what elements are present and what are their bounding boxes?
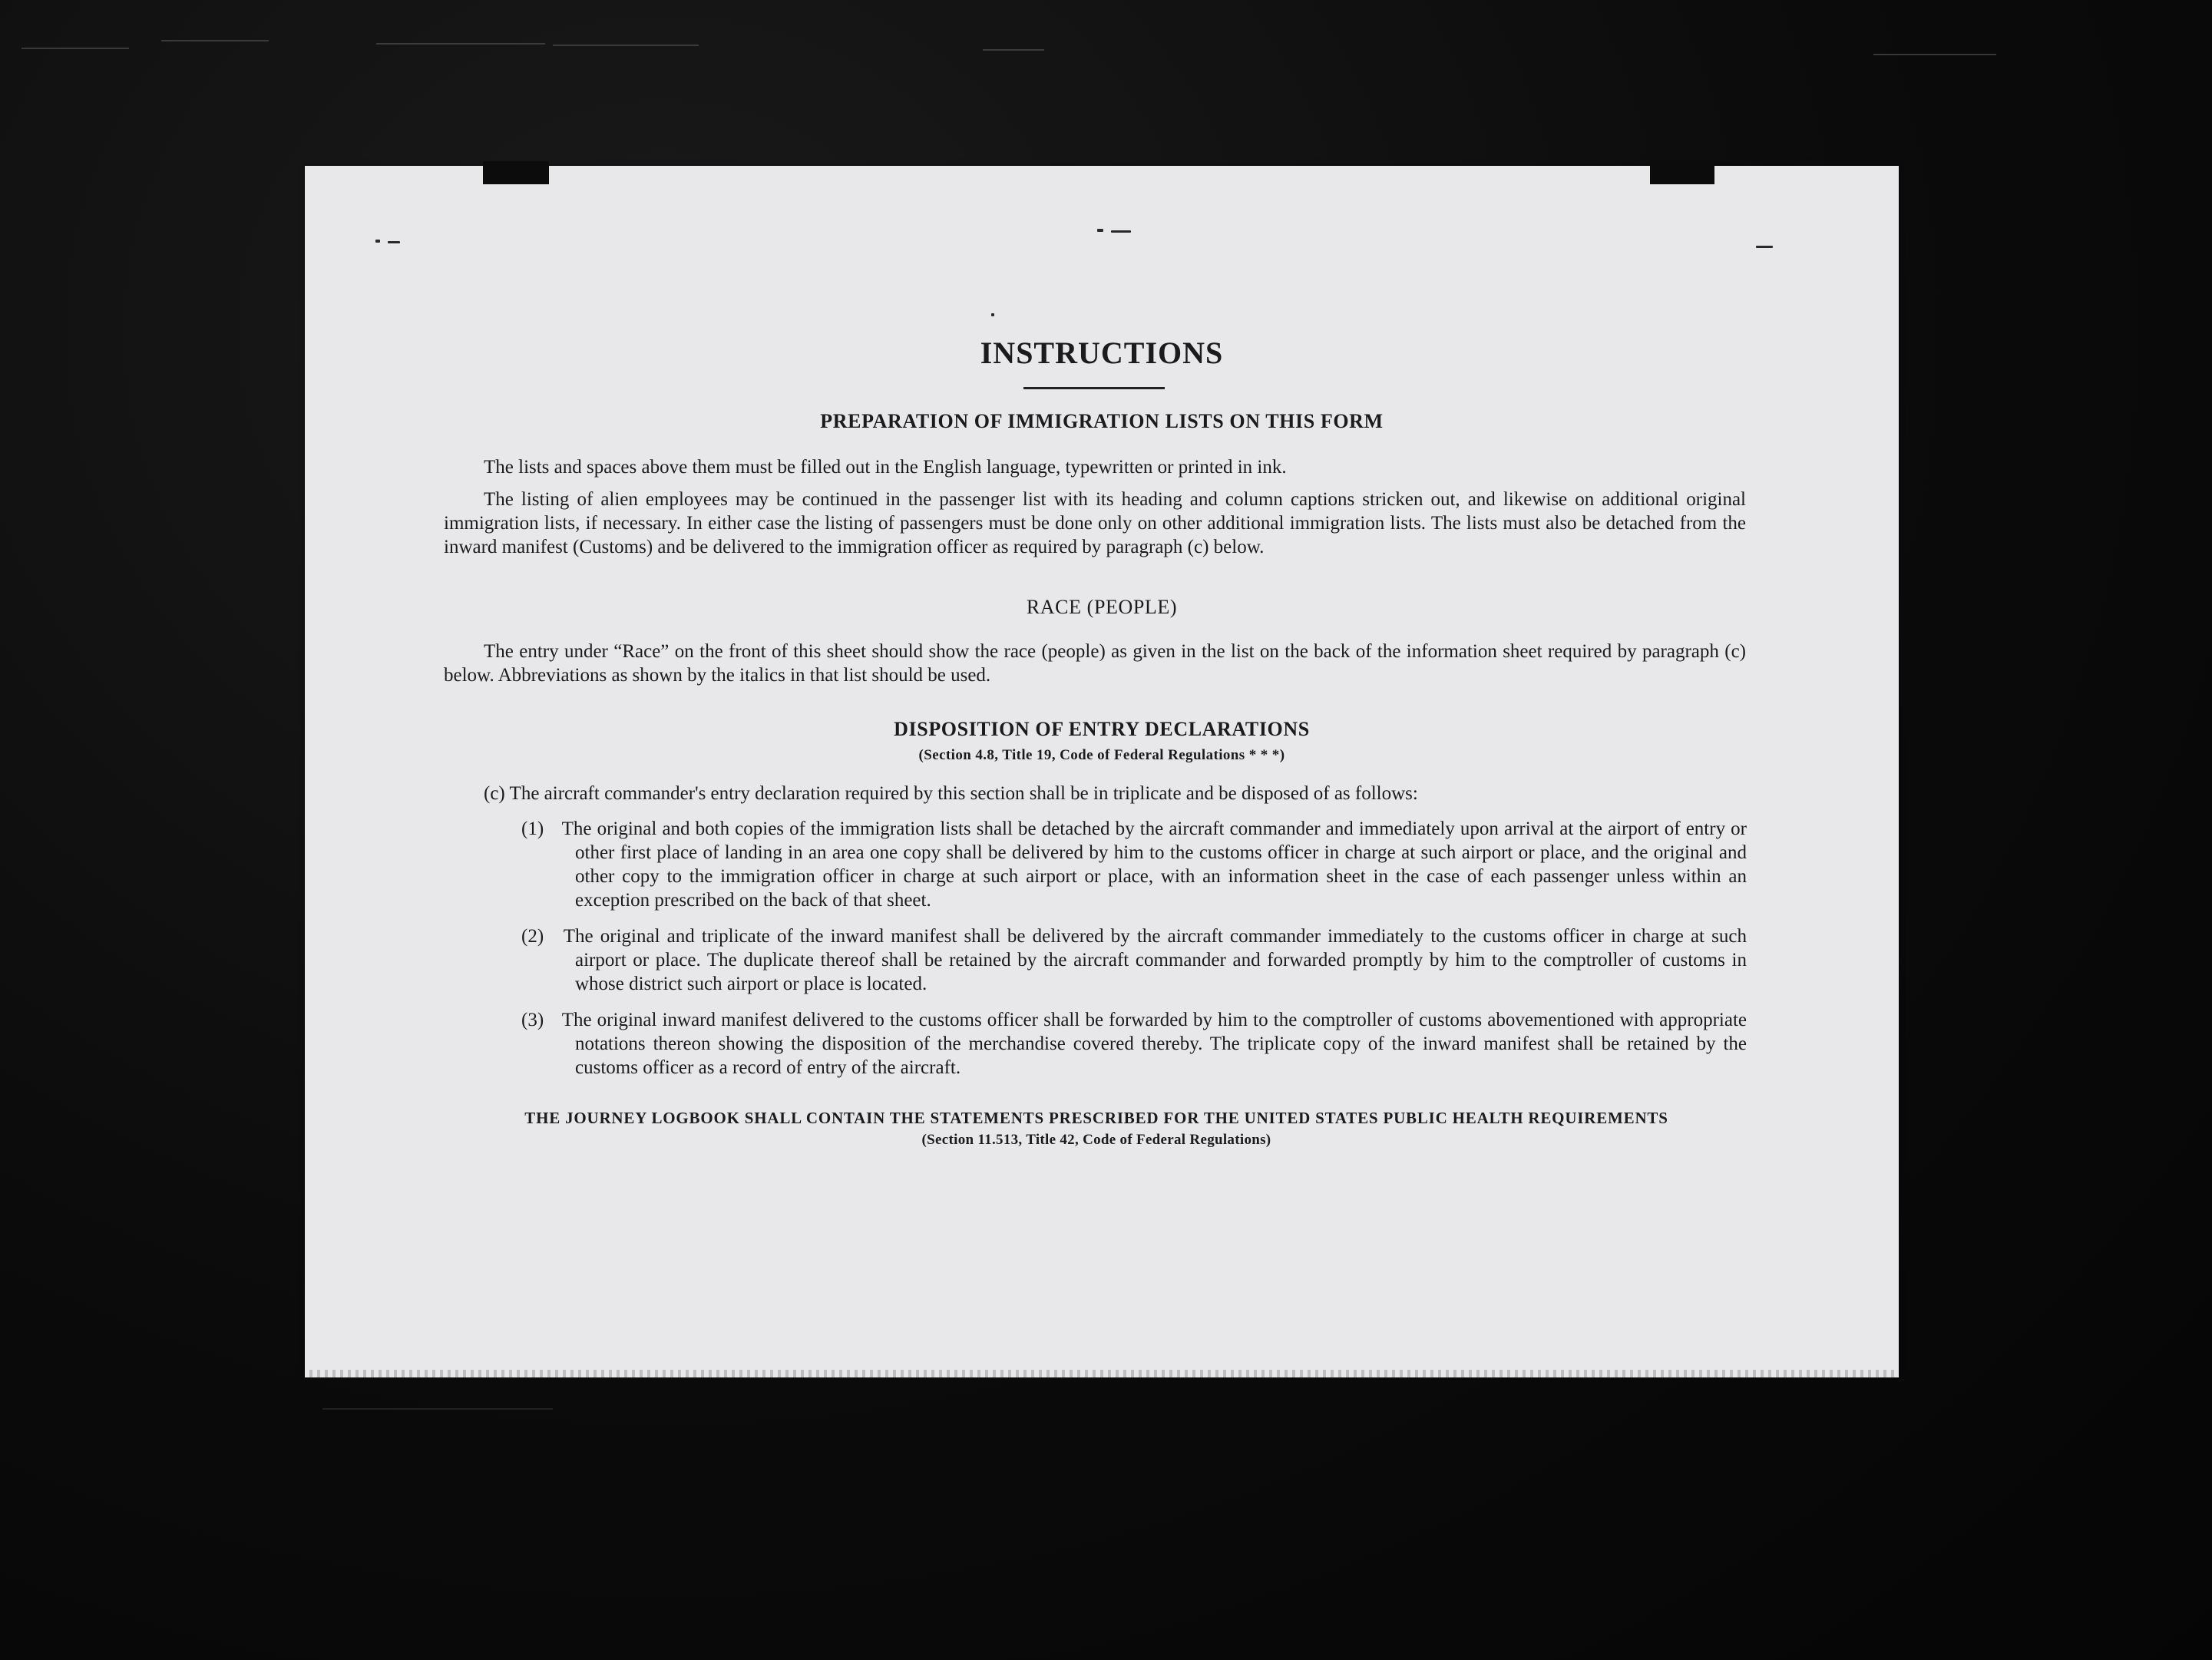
- paragraph-english-language: The lists and spaces above them must be filled out in the English language, typewritten or printed in ink.: [484, 457, 1287, 478]
- list-item-text: The original inward manifest delivered to the customs officer shall be forwarded by him to the comptroller of customs abovementioned with appropriate notations thereon showing the disposition of the merchandise covered thereby. The triplicate copy of the inward manifest shall be retained by the customs officer as a record of entry of the aircraft.: [561, 1010, 1747, 1078]
- list-item-number: (1): [521, 818, 544, 839]
- page-tab-notch-left: [483, 161, 549, 184]
- section-heading-disposition: DISPOSITION OF ENTRY DECLARATIONS: [894, 718, 1310, 740]
- page-bottom-edge: [305, 1370, 1899, 1377]
- film-scratch: [322, 1408, 553, 1410]
- ink-speck: [1756, 246, 1773, 248]
- section-heading-race: RACE (PEOPLE): [1026, 596, 1178, 618]
- section-heading-preparation: PREPARATION OF IMMIGRATION LISTS ON THIS FORM: [820, 410, 1384, 432]
- list-item-number: (3): [521, 1010, 544, 1030]
- film-scratch: [553, 45, 699, 46]
- list-item: [521, 1008, 1747, 1080]
- document-page: [305, 166, 1899, 1373]
- film-scratch: [161, 40, 269, 41]
- list-item-number: (2): [521, 926, 544, 947]
- section-subheading-disposition: (Section 4.8, Title 19, Code of Federal Regulations * * *): [918, 747, 1285, 763]
- film-scratch: [376, 43, 545, 45]
- ink-speck: [991, 313, 994, 316]
- ink-speck: [1111, 230, 1131, 233]
- film-scratch: [983, 49, 1044, 51]
- ink-speck: [1097, 229, 1103, 232]
- list-item-text: The original and both copies of the immigration lists shall be detached by the aircraft commander and immediately upon arrival at the airport of entry or other first place of landing in an area one copy shall be delivered by him to the customs officer in charge at such airport or place, and the original and other copy to the immigration officer in charge at such airport or place, with an information sheet in the case of each passenger unless within an exception prescribed on the back of that sheet.: [561, 818, 1747, 911]
- list-item-text: The original and triplicate of the inward manifest shall be delivered by the aircraft commander immediately to the customs officer in charge at such airport or place. The duplicate thereof shall be retained by the aircraft commander and forwarded promptly by him to the comptroller of customs in whose district such airport or place is located.: [563, 926, 1747, 994]
- ink-speck: [375, 240, 380, 243]
- footer-reference: (Section 11.513, Title 42, Code of Federal Regulations): [921, 1132, 1271, 1148]
- paragraph-entry-declaration: (c) The aircraft commander's entry declaration required by this section shall be in triplicate and be disposed of as follows:: [484, 783, 1418, 804]
- paragraph-alien-employees: The listing of alien employees may be continued in the passenger list with its heading and column captions stricken out, and likewise on additional original immigration lists, if necessary. In either case the listing of passengers must be done only on other additional immigration lists. The lists must also be detached from the inward manifest (Customs) and be delivered to the immigration officer as required by paragraph (c) below.: [444, 489, 1746, 557]
- page-tab-notch-right: [1650, 161, 1714, 184]
- paragraph-race-entry: The entry under “Race” on the front of this sheet should show the race (people) as given in the list on the back of the information sheet required by paragraph (c) below. Abbreviations as shown by the italics in that list should be used.: [444, 641, 1746, 686]
- list-item: [521, 817, 1747, 912]
- footer-statement: THE JOURNEY LOGBOOK SHALL CONTAIN THE STATEMENTS PRESCRIBED FOR THE UNITED STATES PUBLIC HEALTH REQUIREMENTS: [524, 1109, 1668, 1127]
- ink-speck: [388, 241, 400, 243]
- film-scratch: [1873, 54, 1996, 55]
- film-scratch: [21, 48, 129, 49]
- title-underline: [1023, 387, 1165, 389]
- page-title: INSTRUCTIONS: [980, 336, 1224, 370]
- list-item: [521, 924, 1747, 996]
